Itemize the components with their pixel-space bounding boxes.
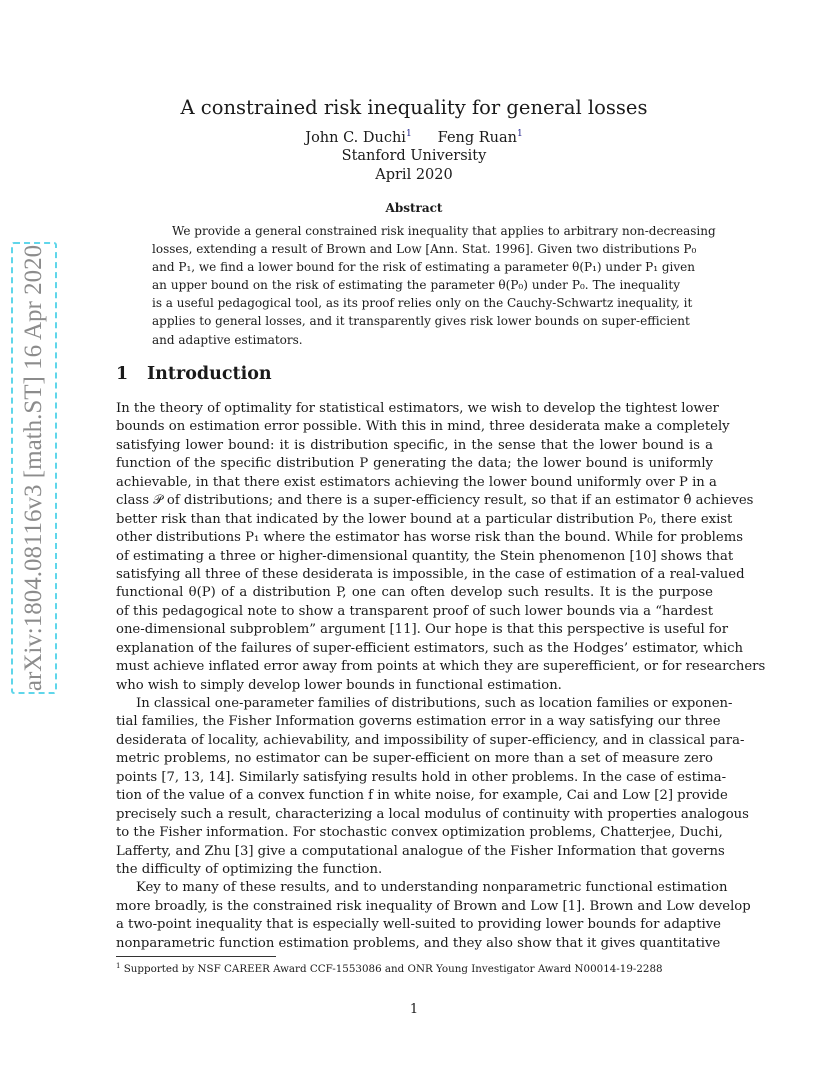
abstract-line: is a useful pedagogical tool, as its proof relies only on the Cauchy-Schwartz inequality, it [152, 296, 693, 311]
affiliation-mark[interactable]: 1 [517, 129, 523, 139]
body-line: function of the specific distribution P generating the data; the lower bound is uniformly [116, 456, 713, 472]
affiliation-mark[interactable]: 1 [405, 129, 412, 139]
abstract-line: losses, extending a result of Brown and Low [Ann. Stat. 1996]. Given two distributions P₀ [152, 242, 697, 257]
body-line: In classical one-parameter families of distributions, such as location families or exponen- [136, 696, 733, 711]
body-line: who wish to simply develop lower bounds in functional estimation. [116, 677, 562, 693]
body-line: Lafferty, and Zhu [3] give a computational analogue of the Fisher Information that governs [116, 843, 725, 859]
abstract-line: and adaptive estimators. [152, 332, 303, 347]
section-heading [116, 364, 272, 384]
arxiv-stamp-text[interactable]: arXiv:1804.08116v3 [math.ST] 16 Apr 2020 [20, 244, 47, 692]
body-line: explanation of the failures of super-efficient estimators, such as the Hodges’ estimator, which [116, 640, 744, 656]
abstract-line: We provide a general constrained risk inequality that applies to arbitrary non-decreasing [172, 224, 716, 238]
body-line: tial families, the Fisher Information governs estimation error in a way satisfying our three [116, 714, 721, 730]
body-line: class 𝒫 of distributions; and there is a super-efficiency result, so that if an estimator θ̂ achieves [116, 493, 754, 509]
abstract-line: and P₁, we find a lower bound for the risk of estimating a parameter θ(P₁) under P₁ given [152, 260, 695, 275]
body-line: other distributions P₁ where the estimator has worse risk than the bound. While for problems [116, 530, 743, 546]
body-line: In the theory of optimality for statistical estimators, we wish to develop the tightest lower [116, 401, 719, 416]
abstract-heading: Abstract [385, 201, 443, 215]
paper-date: April 2020 [375, 167, 453, 183]
abstract-body [152, 222, 716, 349]
body-line: the difficulty of optimizing the function. [116, 861, 383, 877]
body-line: achievable, in that there exist estimators achieving the lower bound uniformly over P in a [116, 474, 717, 490]
body-line: desiderata of locality, achievability, and impossibility of super-efficiency, and in classical para- [116, 732, 745, 748]
body-line: one-dimensional subproblem” argument [11]. Our hope is that this perspective is useful for [116, 622, 729, 638]
body-line: to the Fisher information. For stochastic convex optimization problems, Chatterjee, Duchi, [116, 825, 723, 841]
body-line: of estimating a three or higher-dimensional quantity, the Stein phenomenon [10] shows that [116, 548, 734, 564]
body-line: metric problems, no estimator can be super-efficient on more than a set of measure zero [116, 751, 713, 767]
author-list [0, 129, 828, 146]
body-line: must achieve inflated error away from points at which they are superefficient, or for researchers [116, 659, 766, 675]
abstract-line: an upper bound on the risk of estimating the parameter θ(P₀) under P₀. The inequality [152, 278, 680, 293]
body-line: of this pedagogical note to show a transparent proof of such lower bounds via a “hardest [116, 603, 713, 619]
arxiv-stamp[interactable] [11, 242, 57, 694]
page-number: 1 [409, 1002, 419, 1017]
author-name: John C. Duchi [305, 130, 406, 146]
footnote [116, 962, 716, 975]
footnote-text: Supported by NSF CAREER Award CCF-1553086 and ONR Young Investigator Award N00014-19-2288 [123, 963, 663, 975]
paper-title: A constrained risk inequality for general losses [180, 96, 648, 119]
footnote-mark: 1 [116, 962, 121, 970]
footnote-rule [116, 956, 276, 957]
body-line: tion of the value of a convex function f in white noise, for example, Cai and Low [2] provide [116, 788, 728, 804]
body-line: functional θ(P) of a distribution P, one can often develop such results. It is the purpose [116, 585, 713, 601]
body-line: precisely such a result, characterizing a local modulus of continuity with properties analogous [116, 806, 749, 822]
body-line: satisfying lower bound: it is distribution specific, in the sense that the lower bound is a [116, 437, 713, 453]
body-text [116, 400, 766, 953]
body-line: better risk than that indicated by the lower bound at a particular distribution P₀, there exist [116, 511, 733, 527]
author-name: Feng Ruan [437, 130, 517, 146]
section-number: 1 [116, 364, 129, 384]
section-title: Introduction [147, 364, 272, 384]
body-line: a two-point inequality that is especially well-suited to providing lower bounds for adaptive [116, 917, 721, 933]
abstract-line: applies to general losses, and it transparently gives risk lower bounds on super-efficient [152, 314, 690, 329]
body-line: satisfying all three of these desiderata is impossible, in the case of estimation of a real-valued [116, 566, 745, 582]
body-line: nonparametric function estimation problems, and they also show that it gives quantitative [116, 935, 721, 951]
affiliation: Stanford University [341, 148, 487, 164]
body-line: bounds on estimation error possible. With this in mind, three desiderata make a completely [116, 419, 730, 435]
body-line: more broadly, is the constrained risk inequality of Brown and Low [1]. Brown and Low develop [116, 898, 751, 914]
body-line: points [7, 13, 14]. Similarly satisfying results hold in other problems. In the case of estima- [116, 769, 727, 785]
body-line: Key to many of these results, and to understanding nonparametric functional estimation [136, 880, 728, 896]
